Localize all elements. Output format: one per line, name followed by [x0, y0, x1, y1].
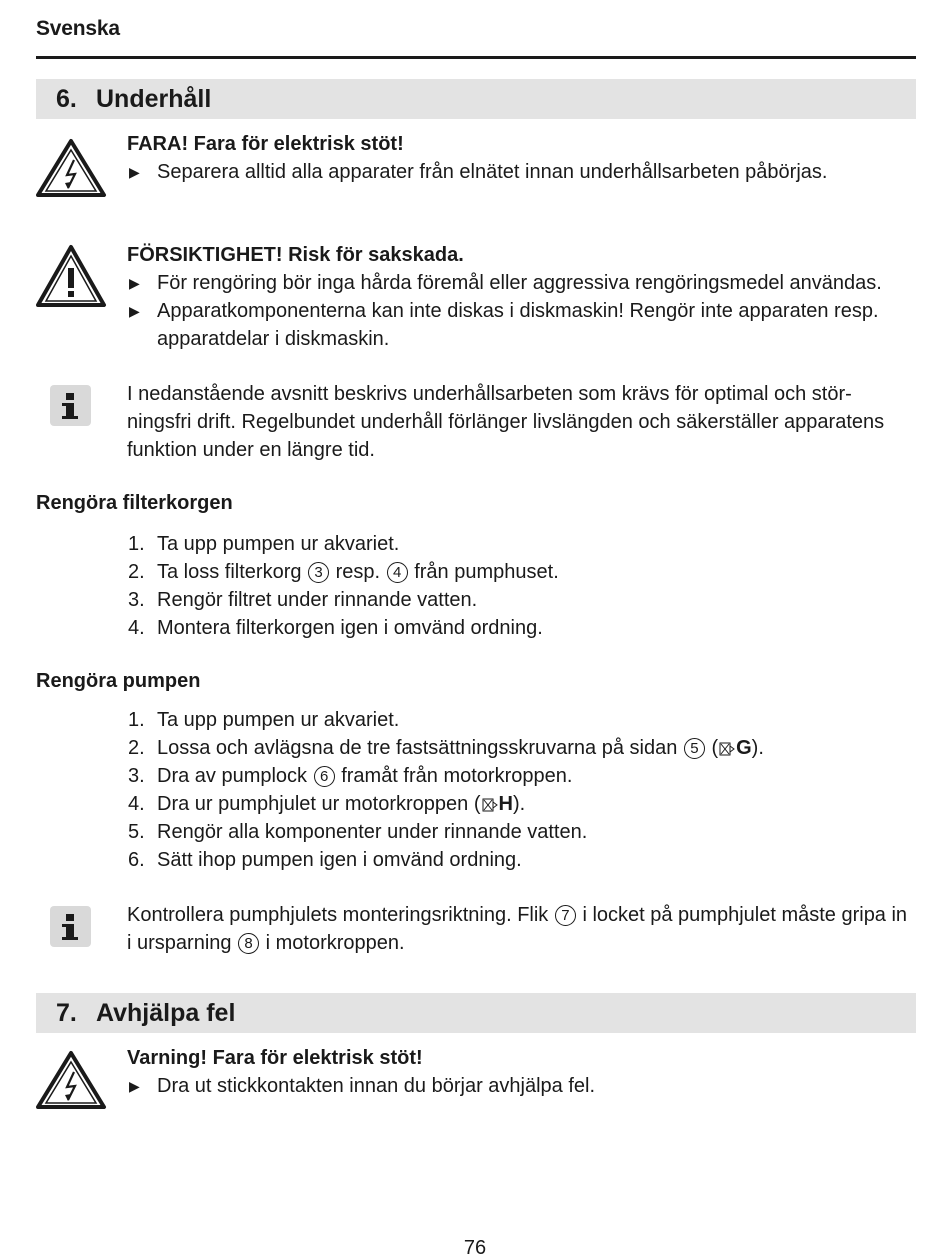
step-text: Dra ur pumphjulet ur motorkroppen — [157, 793, 469, 815]
step-text: Ta upp pumpen ur akvariet. — [157, 533, 400, 555]
figure-reference: ( G). — [711, 737, 764, 759]
list-item — [128, 734, 908, 762]
info-line — [127, 929, 927, 957]
step-text: Sätt ihop pumpen igen i omvänd ordning. — [157, 849, 522, 871]
danger-notice — [127, 130, 917, 186]
caution-exclamation-icon — [35, 244, 107, 308]
part-reference-number: 4 — [387, 562, 408, 583]
danger-heading: FARA! Fara för elektrisk stöt! — [127, 133, 404, 155]
step-number: 4. — [128, 617, 145, 639]
part-reference-number: 5 — [684, 738, 705, 759]
bullet-text: För rengöring bör inga hårda föremål eller aggressiva rengöringsmedel användas. — [157, 272, 882, 294]
bullet-arrow-icon: ▶ — [129, 303, 140, 319]
info-icon — [50, 906, 91, 947]
filter-steps-list — [128, 530, 908, 642]
step-text: Lossa och avlägsna de tre fastsättningsskruvarna på sidan — [157, 737, 678, 759]
step-number: 3. — [128, 589, 145, 611]
step-text: Montera filterkorgen igen i omvänd ordning. — [157, 617, 543, 639]
section-number: 6. — [56, 85, 77, 113]
step-text: framåt från motorkroppen. — [341, 765, 573, 787]
info-text: i locket på pumphjulet måste gripa in — [582, 904, 908, 926]
figure-reference-icon — [719, 742, 735, 756]
part-reference-number: 6 — [314, 766, 335, 787]
bullet-item — [127, 269, 917, 297]
caution-heading: FÖRSIKTIGHET! Risk för sakskada. — [127, 244, 464, 266]
figure-reference-icon — [482, 798, 498, 812]
info-text-impeller — [127, 901, 927, 957]
bullet-arrow-icon: ▶ — [129, 1078, 140, 1094]
section-heading-7 — [36, 993, 916, 1033]
step-number: 2. — [128, 561, 145, 583]
bullet-item — [127, 297, 917, 353]
warning-heading: Varning! Fara för elektrisk stöt! — [127, 1047, 423, 1069]
bullet-item — [127, 1072, 917, 1100]
part-reference-number: 3 — [308, 562, 329, 583]
bullet-arrow-icon: ▶ — [129, 164, 140, 180]
list-item — [128, 706, 908, 734]
list-item — [128, 558, 908, 586]
electric-shock-warning-icon — [35, 1050, 107, 1110]
info-text: i ursparning — [127, 932, 232, 954]
step-number: 4. — [128, 793, 145, 815]
pump-steps-list — [128, 706, 908, 874]
info-icon — [50, 385, 91, 426]
page-number: 76 — [463, 1237, 487, 1259]
list-item — [128, 614, 908, 642]
step-text: från pumphuset. — [414, 561, 559, 583]
section-title: Avhjälpa fel — [96, 999, 236, 1027]
bullet-text: Dra ut stickkontakten innan du börjar avhjälpa fel. — [157, 1075, 596, 1097]
step-text: Ta loss filterkorg — [157, 561, 302, 583]
part-reference-number: 8 — [238, 933, 259, 954]
step-number: 6. — [128, 849, 145, 871]
list-item — [128, 818, 908, 846]
step-text: Rengör filtret under rinnande vatten. — [157, 589, 478, 611]
step-number: 1. — [128, 533, 145, 555]
figure-letter: H — [498, 793, 513, 815]
bullet-text: Apparatkomponenterna kan inte diskas i diskmaskin! Rengör inte apparaten resp. apparatdelar i diskmaskin. — [157, 300, 879, 350]
warning-notice — [127, 1044, 917, 1100]
figure-letter: G — [736, 737, 752, 759]
list-item — [128, 846, 908, 874]
info-line: ningsfri drift. Regelbundet underhåll förlänger livslängden och säkerställer apparatens — [127, 411, 885, 433]
bullet-text: Separera alltid alla apparater från elnätet innan underhållsarbeten påbörjas. — [157, 161, 828, 183]
step-number: 2. — [128, 737, 145, 759]
list-item — [128, 586, 908, 614]
info-line — [127, 901, 927, 929]
bullet-item — [127, 158, 917, 186]
step-text: Dra av pumplock — [157, 765, 308, 787]
section-title: Underhåll — [96, 85, 212, 113]
list-item — [128, 790, 908, 818]
electric-shock-warning-icon — [35, 138, 107, 198]
language-label: Svenska — [36, 17, 120, 40]
bullet-arrow-icon: ▶ — [129, 275, 140, 291]
info-line: I nedanstående avsnitt beskrivs underhållsarbeten som krävs för optimal och stör- — [127, 383, 852, 405]
step-text: Ta upp pumpen ur akvariet. — [157, 709, 400, 731]
figure-reference: ( H). — [473, 793, 526, 815]
subheading-pump: Rengöra pumpen — [36, 670, 201, 692]
step-number: 5. — [128, 821, 145, 843]
info-text: Kontrollera pumphjulets monteringsriktning. Flik — [127, 904, 549, 926]
info-text-maintenance — [127, 380, 927, 464]
section-heading-6 — [36, 79, 916, 119]
step-number: 1. — [128, 709, 145, 731]
step-number: 3. — [128, 765, 145, 787]
step-text: resp. — [335, 561, 381, 583]
part-reference-number: 7 — [555, 905, 576, 926]
info-line: funktion under en längre tid. — [127, 439, 375, 461]
header-rule — [36, 56, 916, 59]
step-text: Rengör alla komponenter under rinnande vatten. — [157, 821, 588, 843]
caution-notice — [127, 241, 917, 353]
section-number: 7. — [56, 999, 77, 1027]
list-item — [128, 530, 908, 558]
list-item — [128, 762, 908, 790]
info-text: i motorkroppen. — [265, 932, 405, 954]
subheading-filter: Rengöra filterkorgen — [36, 492, 233, 514]
